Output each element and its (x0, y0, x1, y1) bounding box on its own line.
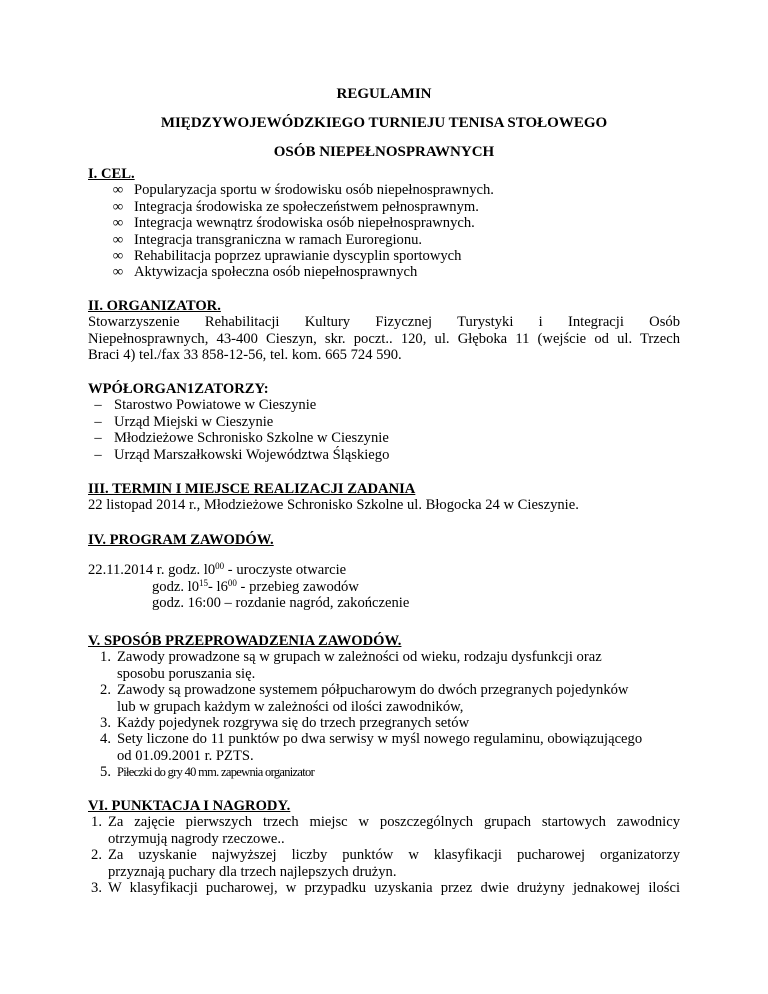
list-item: – Urząd Miejski w Cieszynie (88, 414, 680, 430)
list-item: 5. Piłeczki do gry 40 mm. zapewnia organizator (100, 764, 315, 781)
infinity-bullet: ∞ (112, 182, 124, 199)
section-organizator (88, 298, 680, 364)
list-item: – Starostwo Powiatowe w Cieszynie (88, 397, 680, 413)
list-item: – Urząd Marszałkowski Województwa Śląskiego (88, 447, 680, 463)
list-item: 3. Każdy pojedynek rozgrywa się do trzech przegranych setów (100, 715, 470, 732)
dash-bullet: – (94, 446, 102, 463)
list-item: – Młodzieżowe Schronisko Szkolne w Cieszynie (88, 430, 680, 446)
section-punktacja (88, 798, 680, 896)
infinity-bullet: ∞ (112, 231, 124, 248)
section-heading: III. TERMIN I MIEJSCE REALIZACJI ZADANIA (88, 481, 416, 497)
list-item: ∞ Rehabilitacja poprzez uprawianie dyscyplin sportowych (108, 248, 680, 264)
section-wspolorganizatorzy (88, 381, 680, 463)
infinity-bullet: ∞ (112, 215, 124, 232)
dash-bullet: – (94, 430, 102, 447)
section-termin (88, 481, 680, 514)
section-sposob (88, 633, 680, 781)
infinity-bullet: ∞ (112, 198, 124, 215)
doc-subtitle: MIĘDZYWOJEWÓDZKIEGO TURNIEJU TENISA STOŁOWEGO (160, 115, 608, 131)
section-heading: IV. PROGRAM ZAWODÓW. (88, 532, 274, 548)
infinity-bullet: ∞ (112, 264, 124, 281)
section-cel (88, 166, 680, 281)
section-program (88, 532, 680, 612)
program-row: godz. $l0^{15}-$ $l6^{00}$ - przebieg zawodów (152, 577, 359, 595)
list-item: 3. W klasyfikacji pucharowej, w przypadku uzyskania przez dwie drużyny jednakowej ilości (91, 880, 680, 897)
doc-subtitle-2: OSÓB NIEPEŁNOSPRAWNYCH (273, 144, 495, 160)
list-item: 1. Zawody prowadzone są w grupach w zależności od wieku, rodzaju dysfunkcji oraz sposobu poruszania się. (100, 649, 602, 682)
section-heading: WPÓŁORGAN1ZATORZY: (88, 381, 269, 397)
section-heading: I. CEL. (88, 166, 135, 182)
paragraph-line: Stowarzyszenie Rehabilitacji Kultury Fizycznej Turystyki i Integracji Osób (88, 314, 680, 331)
list-item: 1. Za zajęcie pierwszych trzech miejsc w poszczególnych grupach startowych zawodnicy otrzymują nagrody rzeczowe.. (91, 814, 680, 847)
paragraph-line: 22 listopad 2014 r., Młodzieżowe Schronisko Szkolne ul. Błogocka 24 w Cieszynie. (88, 497, 579, 514)
paragraph-line: Braci 4) tel./fax 33 858-12-56, tel. kom. 665 724 590. (88, 347, 402, 364)
program-row: 22.11.2014 r. godz. $l0^{00}$ - uroczyste otwarcie (88, 561, 347, 579)
list-item: 4. Sety liczone do 11 punktów po dwa serwisy w myśl nowego regulaminu, obowiązującego od 01.09.2001 r. PZTS. (100, 731, 643, 764)
list-item: 2. Za uzyskanie najwyższej liczby punktów w klasyfikacji pucharowej organizatorzy przyznają puchary dla trzech najlepszych drużyn. (91, 847, 680, 880)
program-row: godz. 16:00 – rozdanie nagród, zakończenie (152, 595, 410, 612)
section-heading: II. ORGANIZATOR. (88, 298, 221, 314)
list-item: ∞ Integracja transgraniczna w ramach Euroregionu. (108, 232, 680, 248)
section-heading: VI. PUNKTACJA I NAGRODY. (88, 798, 291, 814)
doc-title: REGULAMIN (336, 86, 432, 102)
paragraph-line: Niepełnosprawnych, 43-400 Cieszyn, skr. poczt.. 120, ul. Głęboka 11 (wejście od ul. Trzech (88, 330, 680, 347)
list-item: ∞ Popularyzacja sportu w środowisku osób niepełnosprawnych. (108, 182, 680, 198)
list-item: 2. Zawody są prowadzone systemem półpucharowym do dwóch przegranych pojedynków lub w grupach każdym w zależności od ilości zawodników, (100, 682, 629, 715)
infinity-bullet: ∞ (112, 248, 124, 265)
list-item: ∞ Integracja środowiska ze społeczeństwem pełnosprawnym. (108, 199, 680, 215)
list-item: ∞ Aktywizacja społeczna osób niepełnosprawnych (108, 264, 680, 280)
list-item: ∞ Integracja wewnątrz środowiska osób niepełnosprawnych. (108, 215, 680, 231)
section-heading: V. SPOSÓB PRZEPROWADZENIA ZAWODÓW. (88, 633, 402, 649)
dash-bullet: – (94, 397, 102, 414)
dash-bullet: – (94, 413, 102, 430)
